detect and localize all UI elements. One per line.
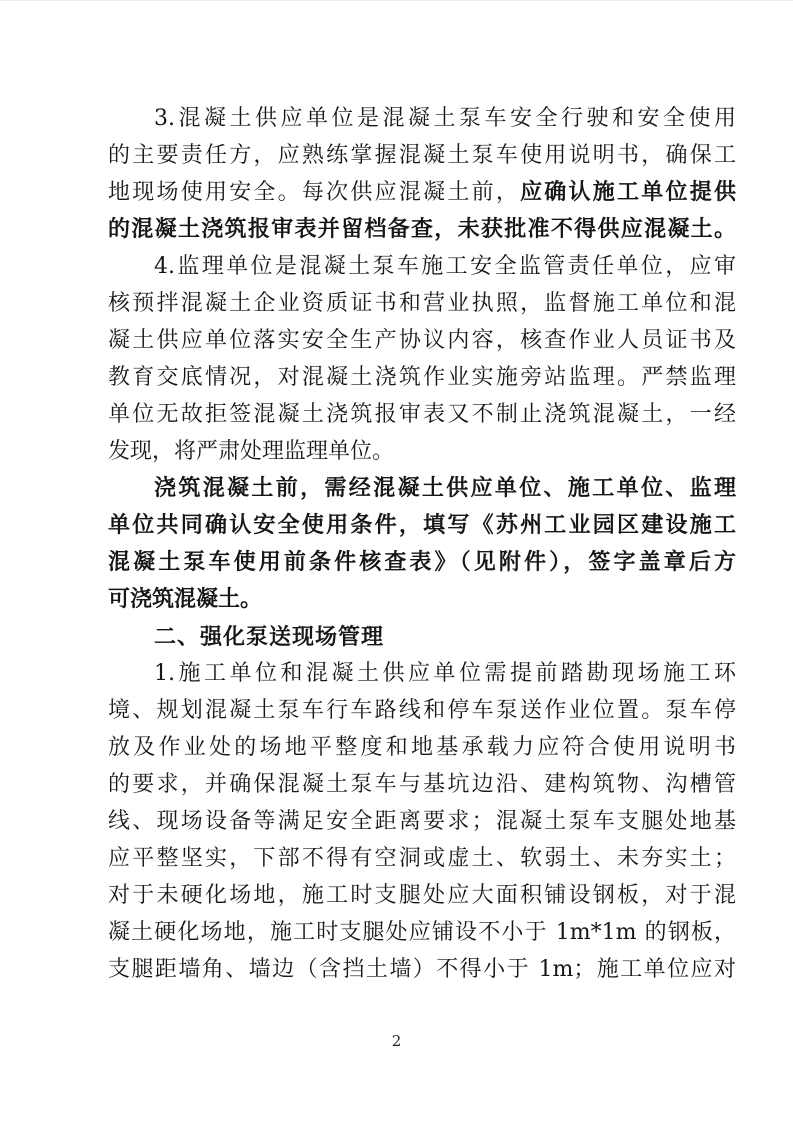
text-segment: 二、强化泵送现场管理 bbox=[154, 624, 385, 649]
text-line bbox=[108, 840, 736, 877]
text-line bbox=[108, 359, 736, 396]
text-segment: 的要求，并确保混凝土泵车与基坑边沿、建构筑物、沟槽管 bbox=[108, 772, 736, 797]
document-body bbox=[108, 100, 736, 988]
text-segment: 对于未硬化场地，施工时支腿处应大面积铺设钢板，对于混 bbox=[108, 883, 736, 908]
bold-text-segment: 混凝土泵车使用前条件核查表》（见附件），签字盖章后方 bbox=[108, 549, 736, 575]
text-line bbox=[108, 396, 736, 433]
text-line bbox=[108, 211, 736, 248]
text-segment: 单位无故拒签混凝土浇筑报审表又不制止浇筑混凝土，一经 bbox=[108, 402, 736, 427]
text-segment: 放及作业处的场地平整度和地基承载力应符合使用说明书 bbox=[108, 735, 736, 760]
text-segment: 3.混凝土供应单位是混凝土泵车安全行驶和安全使用 bbox=[154, 106, 736, 131]
text-line bbox=[108, 803, 736, 840]
text-segment: 支腿距墙角、墙边（含挡土墙）不得小于 1m；施工单位应对 bbox=[108, 957, 736, 982]
page-number: 2 bbox=[391, 1032, 402, 1050]
text-line bbox=[108, 137, 736, 174]
text-segment: 凝土供应单位落实安全生产协议内容，核查作业人员证书及 bbox=[108, 328, 736, 353]
bold-text-segment: 单位共同确认安全使用条件，填写《苏州工业园区建设施工 bbox=[108, 512, 736, 538]
text-segment: 教育交底情况，对混凝土浇筑作业实施旁站监理。严禁监理 bbox=[108, 365, 736, 390]
text-line bbox=[108, 951, 736, 988]
text-line bbox=[108, 322, 736, 359]
text-segment: 的主要责任方，应熟练掌握混凝土泵车使用说明书，确保工 bbox=[108, 143, 736, 168]
section-heading bbox=[108, 618, 736, 655]
text-line bbox=[108, 914, 736, 951]
text-line bbox=[108, 766, 736, 803]
text-segment: 境、规划混凝土泵车行车路线和停车泵送作业位置。泵车停 bbox=[108, 698, 736, 723]
text-line bbox=[108, 544, 736, 581]
text-line bbox=[108, 655, 736, 692]
text-line bbox=[108, 877, 736, 914]
text-segment: 发现，将严肃处理监理单位。 bbox=[108, 439, 395, 464]
text-segment: 地现场使用安全。每次供应混凝土前， bbox=[108, 180, 521, 205]
scan-edge-line bbox=[0, 0, 793, 1]
bold-text-segment: 可浇筑混凝土。 bbox=[108, 586, 263, 612]
bold-text-segment: 浇筑混凝土前，需经混凝土供应单位、施工单位、监理 bbox=[154, 475, 736, 501]
text-line bbox=[108, 248, 736, 285]
text-line bbox=[108, 174, 736, 211]
text-line bbox=[108, 507, 736, 544]
text-segment: 凝土硬化场地，施工时支腿处应铺设不小于 1m*1m 的钢板， bbox=[108, 920, 736, 945]
bold-text-segment: 的混凝土浇筑报审表并留档备查，未获批准不得供应混凝土。 bbox=[108, 216, 736, 242]
text-line bbox=[108, 581, 736, 618]
text-segment: 线、现场设备等满足安全距离要求；混凝土泵车支腿处地基 bbox=[108, 809, 736, 834]
text-line bbox=[108, 100, 736, 137]
text-line bbox=[108, 433, 736, 470]
text-line bbox=[108, 285, 736, 322]
text-line bbox=[108, 470, 736, 507]
text-segment: 1.施工单位和混凝土供应单位需提前踏勘现场施工环 bbox=[154, 661, 736, 686]
text-line bbox=[108, 692, 736, 729]
text-line bbox=[108, 729, 736, 766]
text-segment: 核预拌混凝土企业资质证书和营业执照，监督施工单位和混 bbox=[108, 291, 736, 316]
text-segment: 4.监理单位是混凝土泵车施工安全监管责任单位，应审 bbox=[154, 254, 736, 279]
bold-text-segment: 应确认施工单位提供 bbox=[520, 179, 736, 205]
text-segment: 应平整坚实，下部不得有空洞或虚土、软弱土、未夯实土； bbox=[108, 846, 736, 871]
